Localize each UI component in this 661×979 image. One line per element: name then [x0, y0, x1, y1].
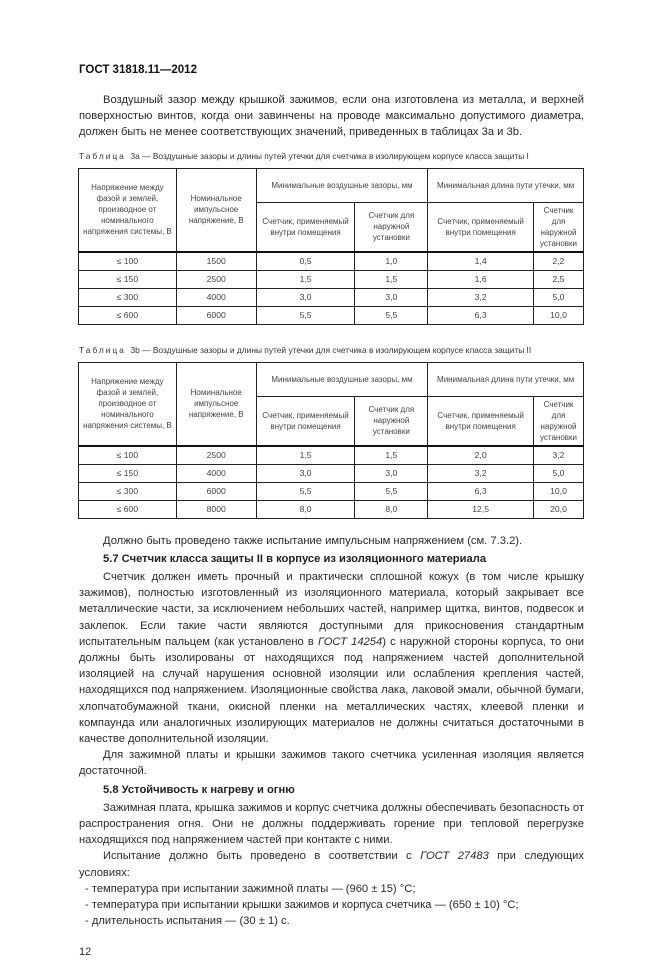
table-cell: 12,5 [428, 500, 534, 518]
table-cell: ≤ 300 [79, 288, 177, 306]
section-5-7-title: 5.7 Счетчик класса защиты II в корпусе из изоляционного материала [103, 552, 487, 565]
text: ) с наружной стороны корпуса, то они должны быть изолированы от находящихся под напряжением частей дополнительной изоляцией на случай нарушения основной изоляции или ослабления крепления частей, находящихся под напряжением. Изоляционные свойства лака, лаковой эмали, обычной бумаги, хлопчатобумажной ткани, окисной пленки на металлических частях, клеевой пленки и компаунда или аналогичных изолирующих материалов не должны считаться достаточными в качестве дополнительной изоляции. [79, 635, 584, 746]
table-row [79, 252, 584, 271]
table-row [79, 446, 584, 465]
table-cell: 0,5 [256, 252, 355, 271]
table-cell: 10,0 [534, 482, 584, 500]
table-cell: 2,2 [534, 252, 584, 271]
header-indoor: Счетчик, применяемый внутри помещения [256, 202, 355, 252]
document-page [79, 0, 584, 979]
header-air-clearance: Минимальные воздушные зазоры, мм [256, 362, 428, 396]
caption-text: 3b — Воздушные зазоры и длины путей утечки для счетчика в изолирующем корпусе класса защиты II [130, 344, 532, 355]
table-cell: 2,5 [534, 270, 584, 288]
table-cell: 5,0 [534, 464, 584, 482]
table-cell: 1500 [176, 252, 256, 271]
table-cell: 5,5 [256, 306, 355, 324]
table-cell: 3,2 [428, 464, 534, 482]
section-5-8-paragraph: Зажимная плата, крышка зажимов и корпус счетчика должны обеспечивать безопасность от распространения огня. Они не должны поддерживать горение при тепловой перегрузке находящихся под напряжением частей при контакте с ними. [79, 801, 585, 847]
table-cell: ≤ 100 [79, 446, 177, 465]
text: Испытание должно быть проведено в соответствии с [103, 850, 421, 863]
table-row [79, 306, 584, 324]
table-3b-block [79, 345, 584, 519]
intro-paragraph: Воздушный зазор между крышкой зажимов, если она изготовлена из металла, и верхней поверхностью винтов, когда они завинчены на проводе максимально допустимого диаметра, должен быть не менее соответствующих значений, приведенных в таблицах 3a и 3b. [79, 94, 584, 139]
impulse-note: Должно быть проведено также испытание импульсным напряжением (см. 7.3.2). [103, 534, 523, 547]
header-phase-voltage: Напряжение между фазой и землей, производное от номинального напряжения системы, В [79, 362, 177, 446]
table-cell: 6000 [176, 482, 256, 500]
table-cell: 8,0 [256, 500, 355, 518]
table-caption [79, 345, 584, 356]
table-cell: 3,0 [256, 464, 355, 482]
caption-word: Таблица [79, 150, 126, 161]
table-3b [78, 362, 584, 519]
section-5-7-paragraph-2: Для зажимной платы и крышки зажимов такого счетчика усиленная изоляция является достаточной. [79, 749, 584, 778]
document-header: ГОСТ 31818.11—2012 [79, 64, 197, 76]
table-cell: ≤ 150 [79, 464, 177, 482]
table-cell: 6,3 [428, 482, 534, 500]
table-cell: 4000 [176, 464, 256, 482]
header-impulse-voltage: Номинальное импульсное напряжение, В [176, 362, 256, 446]
header-indoor: Счетчик, применяемый внутри помещения [256, 396, 355, 446]
table-cell: 3,0 [355, 288, 428, 306]
table-row [79, 464, 584, 482]
table-cell: 5,0 [534, 288, 584, 306]
header-air-clearance: Минимальные воздушные зазоры, мм [256, 168, 428, 202]
header-outdoor: Счетчик для наружной установки [534, 396, 584, 446]
table-caption [79, 151, 584, 162]
table-cell: 1,6 [428, 270, 534, 288]
table-3a-block [79, 151, 584, 325]
standard-reference: ГОСТ 27483 [420, 850, 489, 863]
table-cell: 2,0 [428, 446, 534, 465]
table-cell: 2500 [176, 270, 256, 288]
table-row [79, 270, 584, 288]
table-cell: 5,5 [355, 482, 428, 500]
header-creepage: Минимальная длина пути утечки, мм [428, 362, 584, 396]
section-5-8-title: 5.8 Устойчивость к нагреву и огню [103, 783, 295, 796]
header-outdoor: Счетчик для наружной установки [534, 202, 584, 252]
caption-text: 3a — Воздушные зазоры и длины путей утечки для счетчика в изолирующем корпусе класса защиты I [130, 150, 529, 161]
table-cell: ≤ 300 [79, 482, 177, 500]
text: при следующих условиях: [79, 850, 584, 879]
caption-word: Таблица [79, 344, 126, 355]
table-row [79, 288, 584, 306]
table-row [79, 482, 584, 500]
table-cell: 8000 [176, 500, 256, 518]
table-cell: 1,5 [355, 270, 428, 288]
table-cell: 1,5 [256, 446, 355, 465]
table-cell: 3,0 [355, 464, 428, 482]
table-cell: 20,0 [534, 500, 584, 518]
header-creepage: Минимальная длина пути утечки, мм [428, 168, 584, 202]
table-cell: 6000 [176, 306, 256, 324]
table-cell: 3,2 [534, 446, 584, 465]
list-item: - длительность испытания — (30 ± 1) с. [85, 915, 290, 928]
table-cell: 6,3 [428, 306, 534, 324]
table-cell: 1,5 [256, 270, 355, 288]
table-cell: 5,5 [256, 482, 355, 500]
table-cell: 3,2 [428, 288, 534, 306]
table-cell: 4000 [176, 288, 256, 306]
list-item: - температура при испытании крышки зажимов и корпуса счетчика — (650 ± 10) °С; [85, 899, 519, 912]
header-indoor: Счетчик, применяемый внутри помещения [428, 202, 534, 252]
table-cell: ≤ 600 [79, 306, 177, 324]
section-5-8-test-paragraph [79, 848, 584, 880]
header-indoor: Счетчик, применяемый внутри помещения [428, 396, 534, 446]
header-outdoor: Счетчик для наружной установки [355, 202, 428, 252]
table-cell: 1,4 [428, 252, 534, 271]
text: Счетчик должен иметь прочный и практически сплошной кожух (в том числе крышку зажимов), полностью изготовленный из изоляционного материала, который закрывает все металлические части, за исключением небольших частей, например щитка, винтов, подвесок и заклепок. Если такие части являются доступными для прикосновения стандартным испытательным пальцем (как установлено в [79, 571, 584, 648]
table-cell: ≤ 150 [79, 270, 177, 288]
table-cell: 2500 [176, 446, 256, 465]
header-impulse-voltage: Номинальное импульсное напряжение, В [176, 168, 256, 252]
list-item: - температура при испытании зажимной платы — (960 ± 15) °С; [85, 882, 416, 895]
table-cell: 8,0 [355, 500, 428, 518]
header-phase-voltage: Напряжение между фазой и землей, производное от номинального напряжения системы, В [79, 168, 177, 252]
table-cell: 1,5 [355, 446, 428, 465]
section-5-7-paragraph [79, 569, 584, 747]
page-number: 12 [79, 946, 92, 959]
table-cell: 1,0 [355, 252, 428, 271]
table-cell: ≤ 100 [79, 252, 177, 271]
header-outdoor: Счетчик для наружной установки [355, 396, 428, 446]
table-cell: 3,0 [256, 288, 355, 306]
table-row [79, 500, 584, 518]
table-3a [78, 168, 584, 325]
table-cell: ≤ 600 [79, 500, 177, 518]
table-cell: 5,5 [355, 306, 428, 324]
table-cell: 10,0 [534, 306, 584, 324]
standard-reference: ГОСТ 14254 [318, 635, 383, 648]
